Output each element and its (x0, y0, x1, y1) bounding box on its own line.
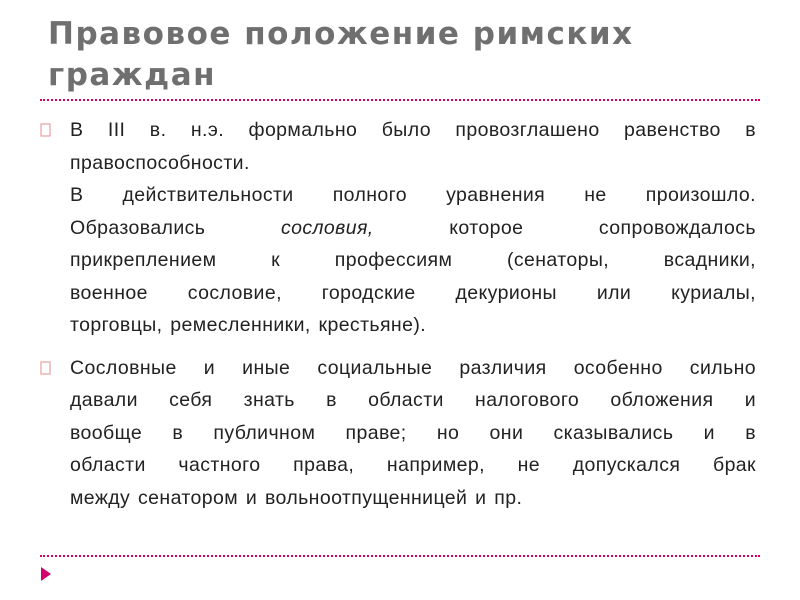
text-line: области частного права, например, не допускался брак (70, 454, 756, 476)
text-line: между сенатором и вольноотпущенницей и пр. (70, 486, 523, 509)
bullet-text (70, 114, 756, 342)
text-line: Сословные и иные социальные различия особенно сильно (70, 356, 756, 379)
text-segment: Образовались (70, 216, 281, 239)
play-arrow-icon[interactable] (40, 566, 52, 582)
text-line: правоспособности. (70, 151, 250, 174)
text-line: прикреплением к профессиям (сенаторы, всадники, (70, 249, 756, 271)
text-line: В III в. н.э. формально было провозглашено равенство в (70, 119, 756, 141)
text-line: торговцы, ремесленники, крестьяне). (70, 314, 427, 336)
text-line: В действительности полного уравнения не произошло. (70, 184, 756, 206)
slide-body (40, 114, 756, 524)
bullet-item (40, 352, 756, 515)
bullet-text (70, 352, 756, 515)
text-line-with-emphasis (70, 212, 756, 245)
bullet-item (40, 114, 756, 342)
text-line: военное сословие, городские декурионы или куриалы, (70, 281, 756, 304)
slide-title: Правовое положение римских граждан (48, 16, 634, 93)
title-divider (40, 99, 760, 101)
emphasized-term: сословия, (280, 216, 374, 239)
text-line: давали себя знать в области налогового обложения и (70, 389, 756, 411)
bullet-outline-icon (40, 361, 51, 375)
footer-divider (40, 555, 760, 557)
bullet-outline-icon (40, 123, 51, 137)
text-segment: которое сопровождалось (373, 216, 756, 239)
text-line: вообще в публичном праве; но они сказывались и в (70, 421, 756, 444)
